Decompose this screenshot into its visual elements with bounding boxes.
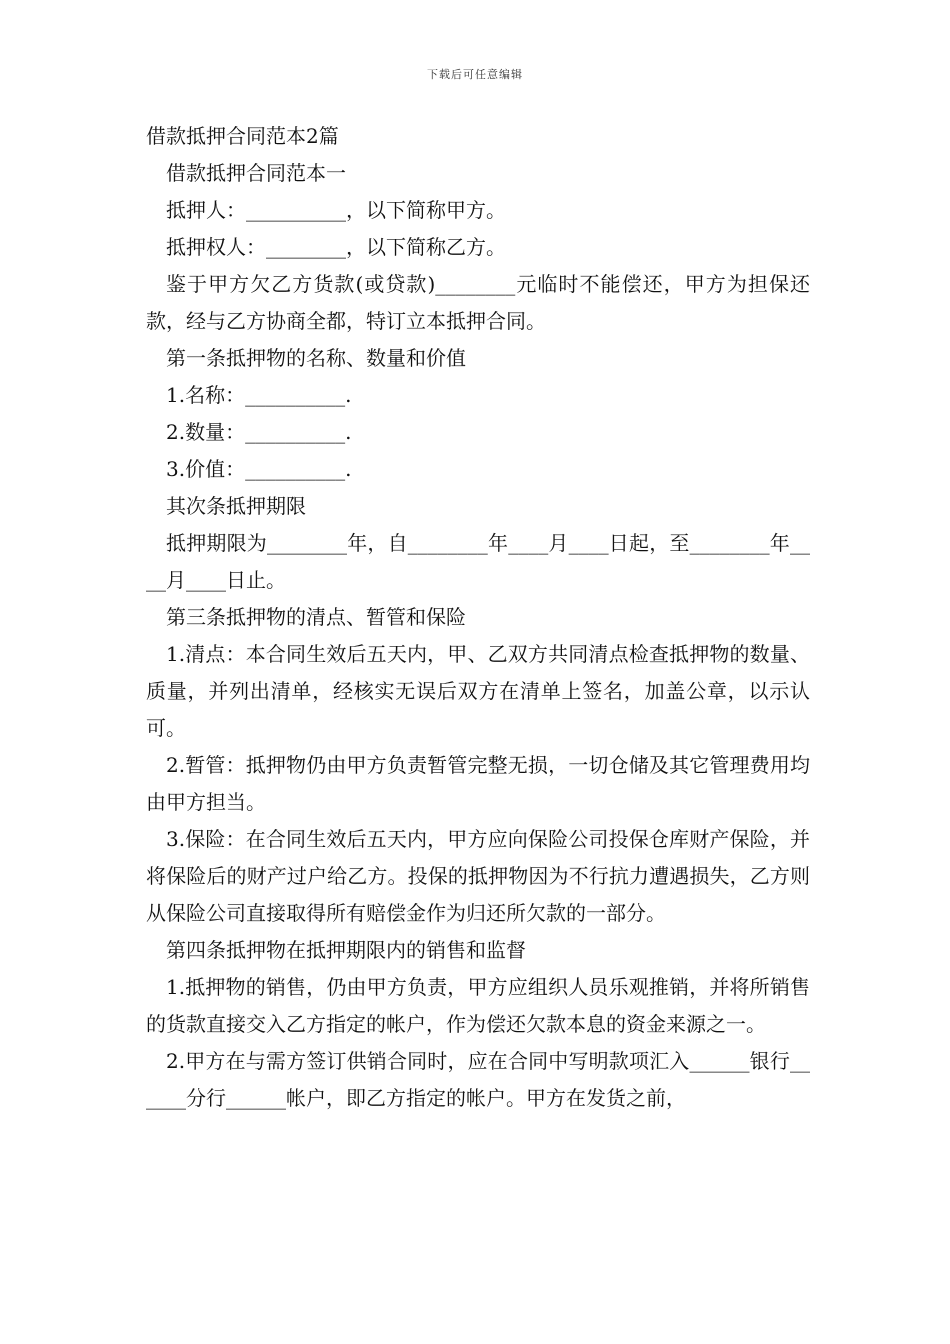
article-three-item-custody: 2.暂管：抵押物仍由甲方负责暂管完整无损，一切仓储及其它管理费用均由甲方担当。 [146, 753, 810, 814]
article-one-item-name: 1.名称：__________. [166, 383, 352, 407]
paragraph-contract-one-heading: 借款抵押合同范本一 [166, 161, 346, 185]
article-two-term: 抵押期限为________年，自________年____月____日起，至________年____月____日止。 [146, 531, 810, 592]
page-header: 下载后可任意编辑 [427, 68, 523, 81]
article-four-item-sales: 1.抵押物的销售，仍由甲方负责，甲方应组织人员乐观推销，并将所销售的货款直接交入乙方指定的帐户，作为偿还欠款本息的资金来源之一。 [146, 975, 810, 1036]
article-one-item-value: 3.价值：__________. [166, 457, 352, 481]
paragraph-mortgagor: 抵押人：__________，以下简称甲方。 [166, 198, 506, 222]
article-three-item-insurance: 3.保险：在合同生效后五天内，甲方应向保险公司投保仓库财产保险，并将保险后的财产过户给乙方。投保的抵押物因为不行抗力遭遇损失，乙方则从保险公司直接取得所有赔偿金作为归还所欠款的一部分。 [146, 827, 810, 925]
article-three-heading: 第三条抵押物的清点、暂管和保险 [166, 605, 466, 629]
paragraph-preamble: 鉴于甲方欠乙方货款(或贷款)________元临时不能偿还，甲方为担保还款，经与乙方协商全都，特订立本抵押合同。 [146, 272, 810, 333]
article-four-item-contract: 2.甲方在与需方签订供销合同时，应在合同中写明款项汇入______银行______分行______帐户，即乙方指定的帐户。甲方在发货之前， [146, 1049, 810, 1110]
paragraph-mortgagee: 抵押权人：________，以下简称乙方。 [166, 235, 506, 259]
article-one-heading: 第一条抵押物的名称、数量和价值 [166, 346, 466, 370]
article-one-item-quantity: 2.数量：__________. [166, 420, 352, 444]
article-four-heading: 第四条抵押物在抵押期限内的销售和监督 [166, 938, 526, 962]
document-title: 借款抵押合同范本2篇 [146, 124, 339, 148]
article-three-item-inventory: 1.清点：本合同生效后五天内，甲、乙双方共同清点检查抵押物的数量、质量，并列出清单，经核实无误后双方在清单上签名，加盖公章，以示认可。 [146, 642, 810, 740]
article-two-heading: 其次条抵押期限 [166, 494, 306, 518]
document-body [146, 118, 810, 1117]
